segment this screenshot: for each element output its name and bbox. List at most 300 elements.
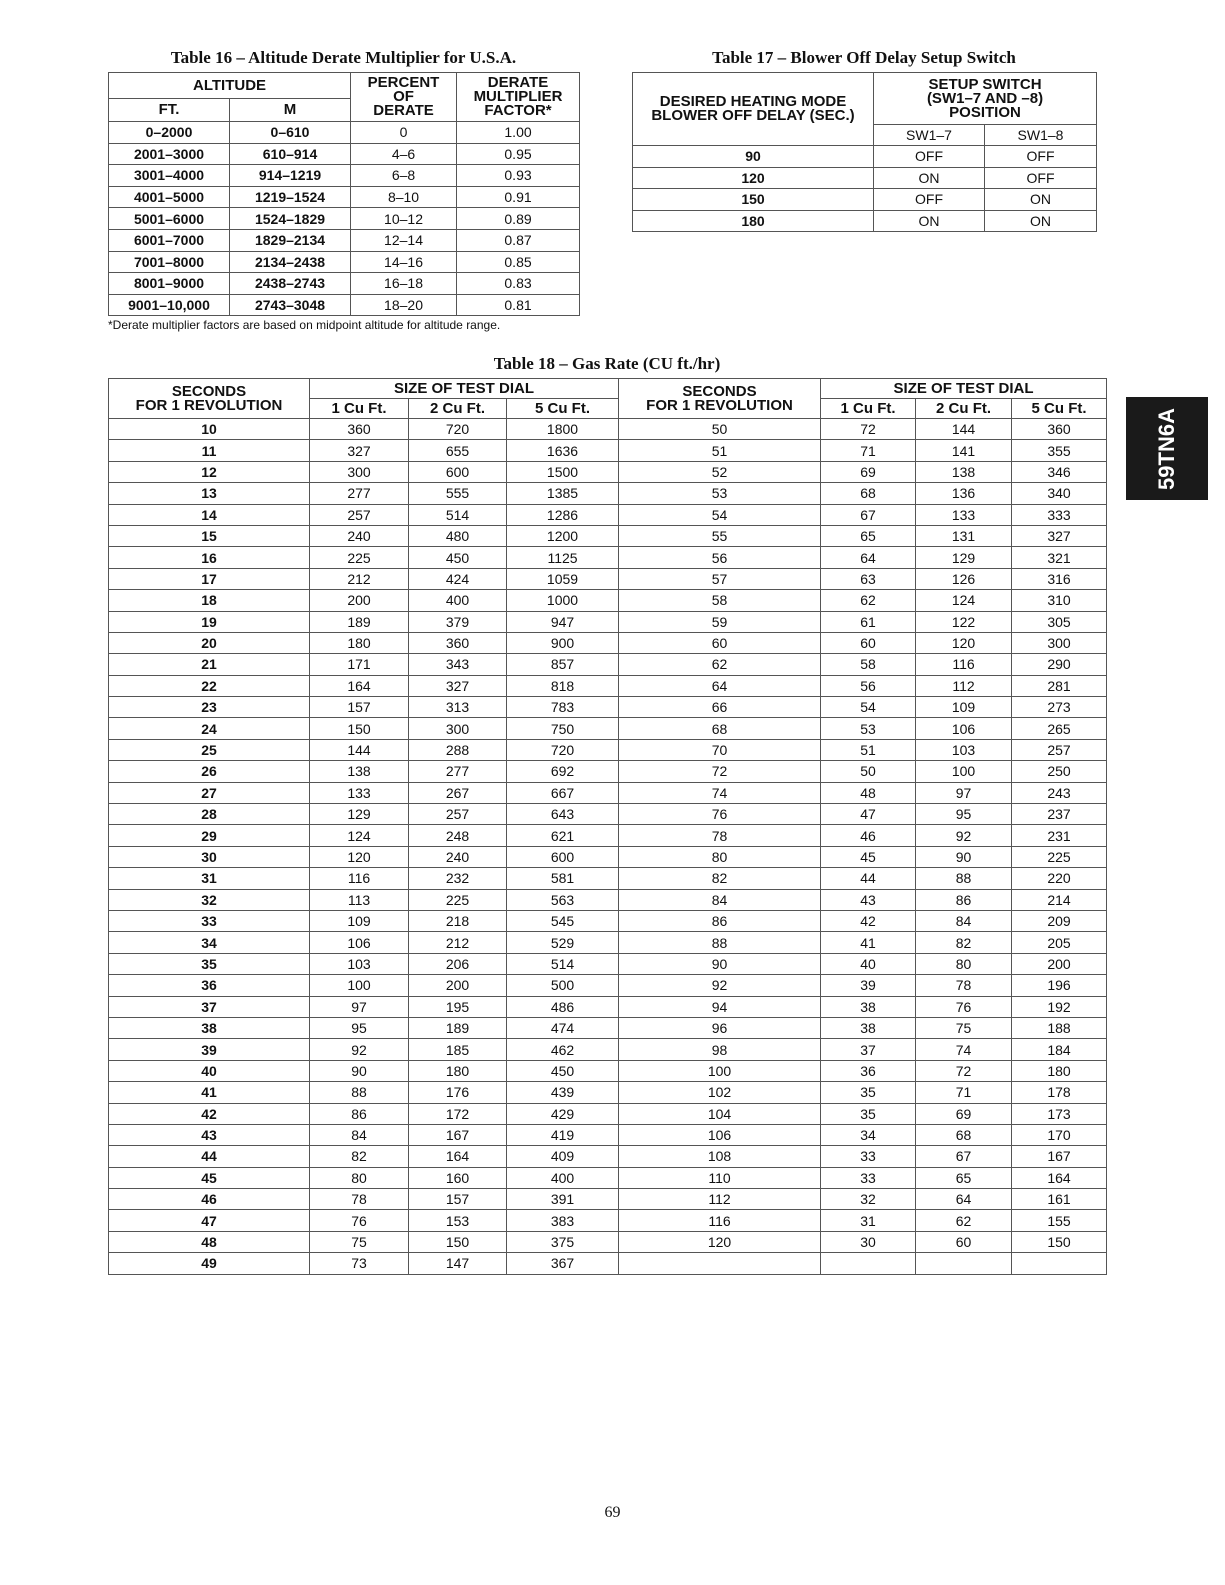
- table-cell: 305: [1012, 611, 1107, 632]
- table-cell: 28: [109, 804, 310, 825]
- table-cell: 35: [821, 1082, 916, 1103]
- table-cell: 60: [821, 632, 916, 653]
- table-row: [109, 1103, 1107, 1124]
- table-cell: 277: [409, 761, 507, 782]
- table-cell: 73: [310, 1253, 409, 1274]
- table-cell: 14–16: [351, 251, 457, 273]
- table-row: [109, 654, 1107, 675]
- table-cell: 44: [109, 1146, 310, 1167]
- table-cell: 212: [310, 568, 409, 589]
- table-cell: 147: [409, 1253, 507, 1274]
- table-cell: 41: [109, 1082, 310, 1103]
- table-cell: 20: [109, 632, 310, 653]
- table-cell: 220: [1012, 868, 1107, 889]
- table-cell: 248: [409, 825, 507, 846]
- table-cell: 12–14: [351, 229, 457, 251]
- table-cell: 92: [310, 1039, 409, 1060]
- table-cell: 49: [109, 1253, 310, 1274]
- table-cell: 56: [821, 675, 916, 696]
- table-cell: 257: [1012, 739, 1107, 760]
- table-cell: 439: [507, 1082, 619, 1103]
- table-cell: 116: [916, 654, 1012, 675]
- table-cell: 122: [916, 611, 1012, 632]
- table-cell: 316: [1012, 568, 1107, 589]
- table-cell: 76: [916, 996, 1012, 1017]
- table-cell: 42: [109, 1103, 310, 1124]
- table-row: [633, 189, 1097, 211]
- table-cell: 655: [409, 440, 507, 461]
- table-cell: 300: [310, 461, 409, 482]
- table-cell: 200: [310, 590, 409, 611]
- table-cell: 1286: [507, 504, 619, 525]
- table-cell: 80: [916, 953, 1012, 974]
- table-cell: 36: [109, 975, 310, 996]
- table-cell: 35: [109, 953, 310, 974]
- table-cell: 71: [916, 1082, 1012, 1103]
- table-cell: 104: [619, 1103, 821, 1124]
- table-cell: 8001–9000: [109, 273, 230, 295]
- table-cell: 71: [821, 440, 916, 461]
- table-cell: 30: [821, 1231, 916, 1252]
- table-cell: 75: [310, 1231, 409, 1252]
- table-row: [109, 483, 1107, 504]
- table-cell: 126: [916, 568, 1012, 589]
- table-row: [633, 146, 1097, 168]
- table-cell: 750: [507, 718, 619, 739]
- table-cell: 1219–1524: [230, 186, 351, 208]
- c2-header-left: 2 Cu Ft.: [409, 399, 507, 419]
- table-cell: 176: [409, 1082, 507, 1103]
- table-cell: 68: [619, 718, 821, 739]
- table-cell: 189: [409, 1017, 507, 1038]
- table-cell: 462: [507, 1039, 619, 1060]
- table-cell: 67: [916, 1146, 1012, 1167]
- table-cell: 96: [619, 1017, 821, 1038]
- table-cell: 124: [310, 825, 409, 846]
- table-cell: 22: [109, 675, 310, 696]
- table-cell: 150: [409, 1231, 507, 1252]
- table-cell: 68: [821, 483, 916, 504]
- table-cell: 257: [409, 804, 507, 825]
- table-cell: 65: [821, 525, 916, 546]
- table-cell: 265: [1012, 718, 1107, 739]
- table-cell: 171: [310, 654, 409, 675]
- table-cell: OFF: [985, 146, 1097, 168]
- table-row: [109, 975, 1107, 996]
- table-row: [109, 718, 1107, 739]
- table-cell: 195: [409, 996, 507, 1017]
- table-cell: 205: [1012, 932, 1107, 953]
- table-cell: 84: [619, 889, 821, 910]
- table-cell: 281: [1012, 675, 1107, 696]
- table-cell: 46: [109, 1189, 310, 1210]
- table-cell: 243: [1012, 782, 1107, 803]
- table-cell: 55: [619, 525, 821, 546]
- table-cell: 563: [507, 889, 619, 910]
- table-cell: 84: [916, 910, 1012, 931]
- table-row: [109, 868, 1107, 889]
- table-cell: 74: [619, 782, 821, 803]
- table-cell: 40: [821, 953, 916, 974]
- table-cell: 62: [821, 590, 916, 611]
- table-cell: 0.91: [457, 186, 580, 208]
- table-cell: 43: [821, 889, 916, 910]
- table-cell: 38: [821, 1017, 916, 1038]
- table-cell: 720: [507, 739, 619, 760]
- table-cell: 58: [619, 590, 821, 611]
- table-cell: 486: [507, 996, 619, 1017]
- table-cell: [1012, 1253, 1107, 1274]
- table-row: [109, 504, 1107, 525]
- table-cell: 581: [507, 868, 619, 889]
- table-cell: 90: [633, 146, 874, 168]
- table-cell: 34: [821, 1124, 916, 1145]
- table-cell: 69: [821, 461, 916, 482]
- table-cell: 47: [109, 1210, 310, 1231]
- table-cell: 56: [619, 547, 821, 568]
- table-cell: 10–12: [351, 208, 457, 230]
- table-cell: 116: [310, 868, 409, 889]
- table-cell: 33: [821, 1146, 916, 1167]
- table-cell: 450: [507, 1060, 619, 1081]
- table-cell: 225: [310, 547, 409, 568]
- table-row: [109, 208, 580, 230]
- table-cell: 54: [619, 504, 821, 525]
- table-cell: 196: [1012, 975, 1107, 996]
- m-header: M: [230, 99, 351, 122]
- table-cell: 45: [821, 846, 916, 867]
- table-cell: 189: [310, 611, 409, 632]
- table-cell: 164: [1012, 1167, 1107, 1188]
- table-cell: 367: [507, 1253, 619, 1274]
- table-cell: 178: [1012, 1082, 1107, 1103]
- table-cell: 157: [409, 1189, 507, 1210]
- table-cell: 144: [916, 419, 1012, 440]
- table-cell: 150: [310, 718, 409, 739]
- table-cell: OFF: [874, 189, 985, 211]
- table-cell: 30: [109, 846, 310, 867]
- table-row: [109, 761, 1107, 782]
- table16-footnote: *Derate multiplier factors are based on midpoint altitude for altitude range.: [108, 318, 501, 332]
- table-cell: 0: [351, 122, 457, 144]
- table-cell: 167: [409, 1124, 507, 1145]
- table-cell: 11: [109, 440, 310, 461]
- table-cell: 33: [109, 910, 310, 931]
- table-cell: 419: [507, 1124, 619, 1145]
- table-row: [109, 547, 1107, 568]
- table-cell: 64: [619, 675, 821, 696]
- table-cell: 129: [916, 547, 1012, 568]
- table-cell: 355: [1012, 440, 1107, 461]
- table-cell: 19: [109, 611, 310, 632]
- table-cell: 450: [409, 547, 507, 568]
- table-cell: 51: [821, 739, 916, 760]
- table-cell: 31: [109, 868, 310, 889]
- table-cell: 600: [409, 461, 507, 482]
- table-cell: 237: [1012, 804, 1107, 825]
- table-cell: 424: [409, 568, 507, 589]
- table-cell: 47: [821, 804, 916, 825]
- sw8-header: SW1–8: [985, 125, 1097, 146]
- table-row: [109, 825, 1107, 846]
- table-cell: 41: [821, 932, 916, 953]
- table-cell: 82: [619, 868, 821, 889]
- table-cell: 300: [409, 718, 507, 739]
- table-cell: 170: [1012, 1124, 1107, 1145]
- table-cell: 53: [821, 718, 916, 739]
- table-row: [109, 122, 580, 144]
- table-cell: 37: [109, 996, 310, 1017]
- table-cell: 72: [619, 761, 821, 782]
- table-cell: 16: [109, 547, 310, 568]
- table-cell: 545: [507, 910, 619, 931]
- table-cell: 58: [821, 654, 916, 675]
- table-cell: 17: [109, 568, 310, 589]
- table-cell: 44: [821, 868, 916, 889]
- table-cell: 39: [109, 1039, 310, 1060]
- table-cell: 12: [109, 461, 310, 482]
- table-cell: 667: [507, 782, 619, 803]
- table-row: [109, 273, 580, 295]
- table-cell: OFF: [985, 167, 1097, 189]
- table-cell: 500: [507, 975, 619, 996]
- side-tab: [1126, 397, 1208, 500]
- table-cell: 1125: [507, 547, 619, 568]
- table-cell: 192: [1012, 996, 1107, 1017]
- table-cell: 32: [821, 1189, 916, 1210]
- table-cell: 45: [109, 1167, 310, 1188]
- page-number: 69: [604, 1504, 621, 1521]
- table-cell: 277: [310, 483, 409, 504]
- table-cell: 15: [109, 525, 310, 546]
- table-cell: 95: [310, 1017, 409, 1038]
- table-cell: 300: [1012, 632, 1107, 653]
- table-row: [109, 675, 1107, 696]
- table-cell: 514: [409, 504, 507, 525]
- table-cell: 78: [916, 975, 1012, 996]
- table-cell: 106: [310, 932, 409, 953]
- ft-header: FT.: [109, 99, 230, 122]
- table-cell: 184: [1012, 1039, 1107, 1060]
- table-cell: 720: [409, 419, 507, 440]
- table-cell: 82: [916, 932, 1012, 953]
- table-cell: 21: [109, 654, 310, 675]
- table-cell: 68: [916, 1124, 1012, 1145]
- table-cell: 64: [916, 1189, 1012, 1210]
- table-row: [109, 440, 1107, 461]
- table-cell: 97: [310, 996, 409, 1017]
- table-cell: 138: [916, 461, 1012, 482]
- table-cell: 133: [916, 504, 1012, 525]
- table-cell: 65: [916, 1167, 1012, 1188]
- table-cell: 108: [619, 1146, 821, 1167]
- table-cell: 90: [619, 953, 821, 974]
- table-cell: 7001–8000: [109, 251, 230, 273]
- table-cell: 18: [109, 590, 310, 611]
- table-cell: 1000: [507, 590, 619, 611]
- table-cell: 1500: [507, 461, 619, 482]
- table-cell: 214: [1012, 889, 1107, 910]
- table-cell: 67: [821, 504, 916, 525]
- table-row: [109, 996, 1107, 1017]
- table-cell: 180: [1012, 1060, 1107, 1081]
- table-row: [109, 782, 1107, 803]
- table-cell: 14: [109, 504, 310, 525]
- table-cell: 188: [1012, 1017, 1107, 1038]
- table-cell: 2743–3048: [230, 294, 351, 316]
- table-cell: 72: [916, 1060, 1012, 1081]
- table-cell: 200: [409, 975, 507, 996]
- table-cell: 106: [619, 1124, 821, 1145]
- table-cell: 167: [1012, 1146, 1107, 1167]
- table-cell: 86: [619, 910, 821, 931]
- table-cell: 136: [916, 483, 1012, 504]
- table-cell: 37: [821, 1039, 916, 1060]
- table-cell: 172: [409, 1103, 507, 1124]
- table-row: [109, 889, 1107, 910]
- table-cell: 112: [916, 675, 1012, 696]
- table-cell: 129: [310, 804, 409, 825]
- table-cell: 621: [507, 825, 619, 846]
- table-cell: 100: [310, 975, 409, 996]
- table-cell: 16–18: [351, 273, 457, 295]
- table-cell: 391: [507, 1189, 619, 1210]
- table-cell: 409: [507, 1146, 619, 1167]
- blower-delay-table: [632, 72, 1097, 232]
- table-cell: 225: [409, 889, 507, 910]
- table-cell: 340: [1012, 483, 1107, 504]
- table-row: [109, 1253, 1107, 1274]
- table-row: [109, 846, 1107, 867]
- table-cell: 250: [1012, 761, 1107, 782]
- table-cell: 42: [821, 910, 916, 931]
- table-cell: 160: [409, 1167, 507, 1188]
- table-row: [109, 461, 1107, 482]
- table-cell: 10: [109, 419, 310, 440]
- table-row: [109, 229, 580, 251]
- table-row: [109, 568, 1107, 589]
- seconds-header-right: SECONDS FOR 1 REVOLUTION: [619, 379, 821, 419]
- table-cell: 57: [619, 568, 821, 589]
- table-cell: 39: [821, 975, 916, 996]
- table-cell: 209: [1012, 910, 1107, 931]
- table-cell: 1385: [507, 483, 619, 504]
- table-cell: 643: [507, 804, 619, 825]
- table-cell: 33: [821, 1167, 916, 1188]
- table-cell: 70: [619, 739, 821, 760]
- table-cell: 116: [619, 1210, 821, 1231]
- setup-switch-header: SETUP SWITCH (SW1–7 AND –8) POSITION: [874, 73, 1097, 125]
- c5-header-right: 5 Cu Ft.: [1012, 399, 1107, 419]
- table-cell: 40: [109, 1060, 310, 1081]
- table-cell: 18–20: [351, 294, 457, 316]
- table-cell: 474: [507, 1017, 619, 1038]
- table-cell: 1059: [507, 568, 619, 589]
- table-cell: 94: [619, 996, 821, 1017]
- table-cell: 62: [916, 1210, 1012, 1231]
- table-cell: 857: [507, 654, 619, 675]
- table-cell: 32: [109, 889, 310, 910]
- table-cell: 78: [310, 1189, 409, 1210]
- table-cell: 180: [409, 1060, 507, 1081]
- table-cell: 161: [1012, 1189, 1107, 1210]
- table-cell: 0.81: [457, 294, 580, 316]
- table-cell: 75: [916, 1017, 1012, 1038]
- table-row: [109, 1146, 1107, 1167]
- table-cell: 131: [916, 525, 1012, 546]
- table-cell: 379: [409, 611, 507, 632]
- percent-derate-header: PERCENT OF DERATE: [351, 73, 457, 122]
- table-cell: 157: [310, 697, 409, 718]
- table-cell: 327: [310, 440, 409, 461]
- table-cell: 0–2000: [109, 122, 230, 144]
- table-cell: 555: [409, 483, 507, 504]
- table18-title: Table 18 – Gas Rate (CU ft./hr): [493, 354, 721, 373]
- table-cell: 150: [633, 189, 874, 211]
- table-cell: 290: [1012, 654, 1107, 675]
- table-cell: 343: [409, 654, 507, 675]
- table-cell: 103: [310, 953, 409, 974]
- table-cell: 153: [409, 1210, 507, 1231]
- table-cell: 480: [409, 525, 507, 546]
- table-cell: 31: [821, 1210, 916, 1231]
- seconds-header-left: SECONDS FOR 1 REVOLUTION: [109, 379, 310, 419]
- table-cell: 61: [821, 611, 916, 632]
- table-cell: 900: [507, 632, 619, 653]
- side-tab-label: 59TN6A: [1153, 407, 1179, 490]
- table-cell: 88: [619, 932, 821, 953]
- table-cell: 64: [821, 547, 916, 568]
- table-row: [109, 697, 1107, 718]
- table-cell: 13: [109, 483, 310, 504]
- table-cell: 29: [109, 825, 310, 846]
- table-cell: 514: [507, 953, 619, 974]
- table-cell: 100: [916, 761, 1012, 782]
- table-row: [109, 1082, 1107, 1103]
- table-cell: 113: [310, 889, 409, 910]
- table-cell: 25: [109, 739, 310, 760]
- table-cell: 144: [310, 739, 409, 760]
- table-row: [109, 1124, 1107, 1145]
- table-cell: 947: [507, 611, 619, 632]
- table-row: [109, 165, 580, 187]
- table-cell: 110: [619, 1167, 821, 1188]
- table-cell: 429: [507, 1103, 619, 1124]
- table-cell: 164: [310, 675, 409, 696]
- table-cell: 51: [619, 440, 821, 461]
- table-cell: 3001–4000: [109, 165, 230, 187]
- table-cell: 692: [507, 761, 619, 782]
- table-cell: 23: [109, 697, 310, 718]
- table-cell: 90: [310, 1060, 409, 1081]
- table-cell: 103: [916, 739, 1012, 760]
- table-cell: 120: [633, 167, 874, 189]
- table-cell: 360: [409, 632, 507, 653]
- table-cell: 74: [916, 1039, 1012, 1060]
- table-cell: 5001–6000: [109, 208, 230, 230]
- table-cell: 600: [507, 846, 619, 867]
- table-cell: 150: [1012, 1231, 1107, 1252]
- table-cell: 0–610: [230, 122, 351, 144]
- table-cell: ON: [874, 210, 985, 232]
- table-cell: 1200: [507, 525, 619, 546]
- table-row: [109, 1189, 1107, 1210]
- table-cell: 783: [507, 697, 619, 718]
- c5-header-left: 5 Cu Ft.: [507, 399, 619, 419]
- table-cell: [619, 1253, 821, 1274]
- table-cell: 43: [109, 1124, 310, 1145]
- table-cell: 2001–3000: [109, 143, 230, 165]
